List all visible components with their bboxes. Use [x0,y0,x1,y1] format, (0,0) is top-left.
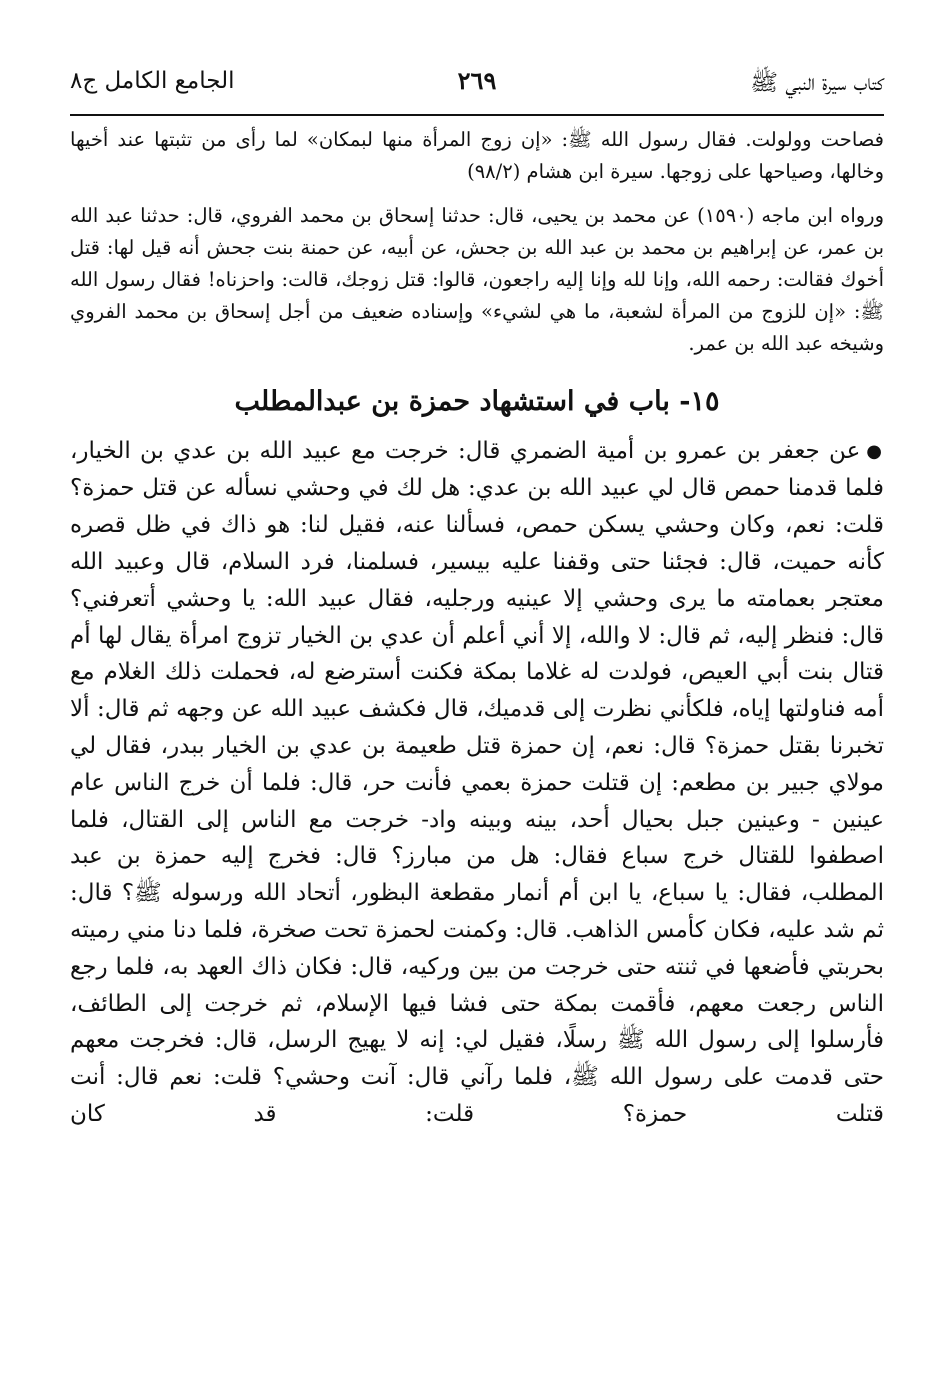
hadith-text: عن جعفر بن عمرو بن أمية الضمري قال: خرجت مع عبيد الله بن عدي بن الخيار، فلما قدمنا حمص قال لي عبيد الله بن عدي: هل لك في وحشي نسأله عن قتل حمزة؟ قلت: نعم، وكان وحشي يسكن حمص، فسألنا عنه، فقيل لنا: هو ذاك في ظل قصره كأنه حميت، قال: فجئنا حتى وقفنا عليه بيسير، فسلمنا، فرد السلام، قال وعبيد الله معتجر بعمامته ما يرى وحشي إلا عينيه ورجليه، فقال عبيد الله: يا وحشي أتعرفني؟ قال: فنظر إليه، ثم قال: لا والله، إلا أني أعلم أن عدي بن الخيار تزوج امرأة يقال لها أم قتال بنت أبي العيص، فولدت له غلاما بمكة فكنت أسترضع له، فحملت ذلك الغلام مع أمه فناولتها إياه، فلكأني نظرت إلى قدميك، قال فكشف عبيد الله عن وجهه ثم قال: ألا تخبرنا بقتل حمزة؟ قال: نعم، إن حمزة قتل طعيمة بن عدي بن الخيار ببدر، فقال لي مولاي جبير بن مطعم: إن قتلت حمزة بعمي فأنت حر، قال: فلما أن خرج الناس عام عينين - وعينين جبل بحيال أحد، بينه وبينه واد- خرجت مع الناس إلى القتال، فلما اصطفوا للقتال خرج سباع فقال: هل من مبارز؟ قال: فخرج إليه حمزة بن عبد المطلب، فقال: يا سباع، يا ابن أم أنمار مقطعة البظور، أتحاد الله ورسوله ﷺ؟ قال: ثم شد عليه، فكان كأمس الذاهب. قال: وكمنت لحمزة تحت صخرة، فلما دنا مني رميته بحربتي فأضعها في ثنته حتى خرجت من بين وركيه، قال: فكان ذاك العهد به، فلما رجع الناس رجعت معهم، فأقمت بمكة حتى فشا فيها الإسلام، ثم خرجت إلى الطائف، فأرسلوا إلى رسول الله ﷺ رسلًا، فقيل لي: إنه لا يهيج الرسل، قال: فخرجت معهم حتى قدمت على رسول الله ﷺ، فلما رآني قال: آنت وحشي؟ قلت: نعم قال: أنت قتلت حمزة؟ قلت: قد كان [70,438,884,1127]
header-rule [70,114,884,116]
footnote-paragraph: ورواه ابن ماجه (١٥٩٠) عن محمد بن يحيى، قال: حدثنا إسحاق بن محمد الفروي، قال: حدثنا عبد الله بن عمر، عن إبراهيم بن محمد بن عبد الله بن جحش، عن أبيه، عن حمنة بنت جحش أنه قيل لها: قتل أخوك فقالت: رحمه الله، وإنا لله وإنا إليه راجعون، قالوا: قتل زوجك، قالت: واحزناه! فقال رسول الله ﷺ: «إن للزوج من المرأة لشعبة، ما هي لشيء» وإسناده ضعيف من أجل إسحاق بن محمد الفروي وشيخه عبد الله بن عمر. [70,204,885,355]
volume-label: الجامع الكامل ج٨ [70,68,235,94]
section-title: ١٥- باب في استشهاد حمزة بن عبدالمطلب [234,386,720,417]
footnote-block [70,124,884,360]
page-number: ٢٦٩ [457,66,497,95]
page-header [70,62,884,108]
book-title: كتاب سيرة النبي ﷺ [750,70,884,96]
main-text [70,433,884,1133]
footnote-paragraph: فصاحت وولولت. فقال رسول الله ﷺ: «إن زوج المرأة منها لبمكان» لما رأى من تثبتها عند أخيها وخالها، وصياحها على زوجها. سيرة ابن هشام (٩٨/٢) [70,128,884,183]
hadith-paragraph [70,433,884,1133]
bullet-icon: ● [866,440,884,462]
